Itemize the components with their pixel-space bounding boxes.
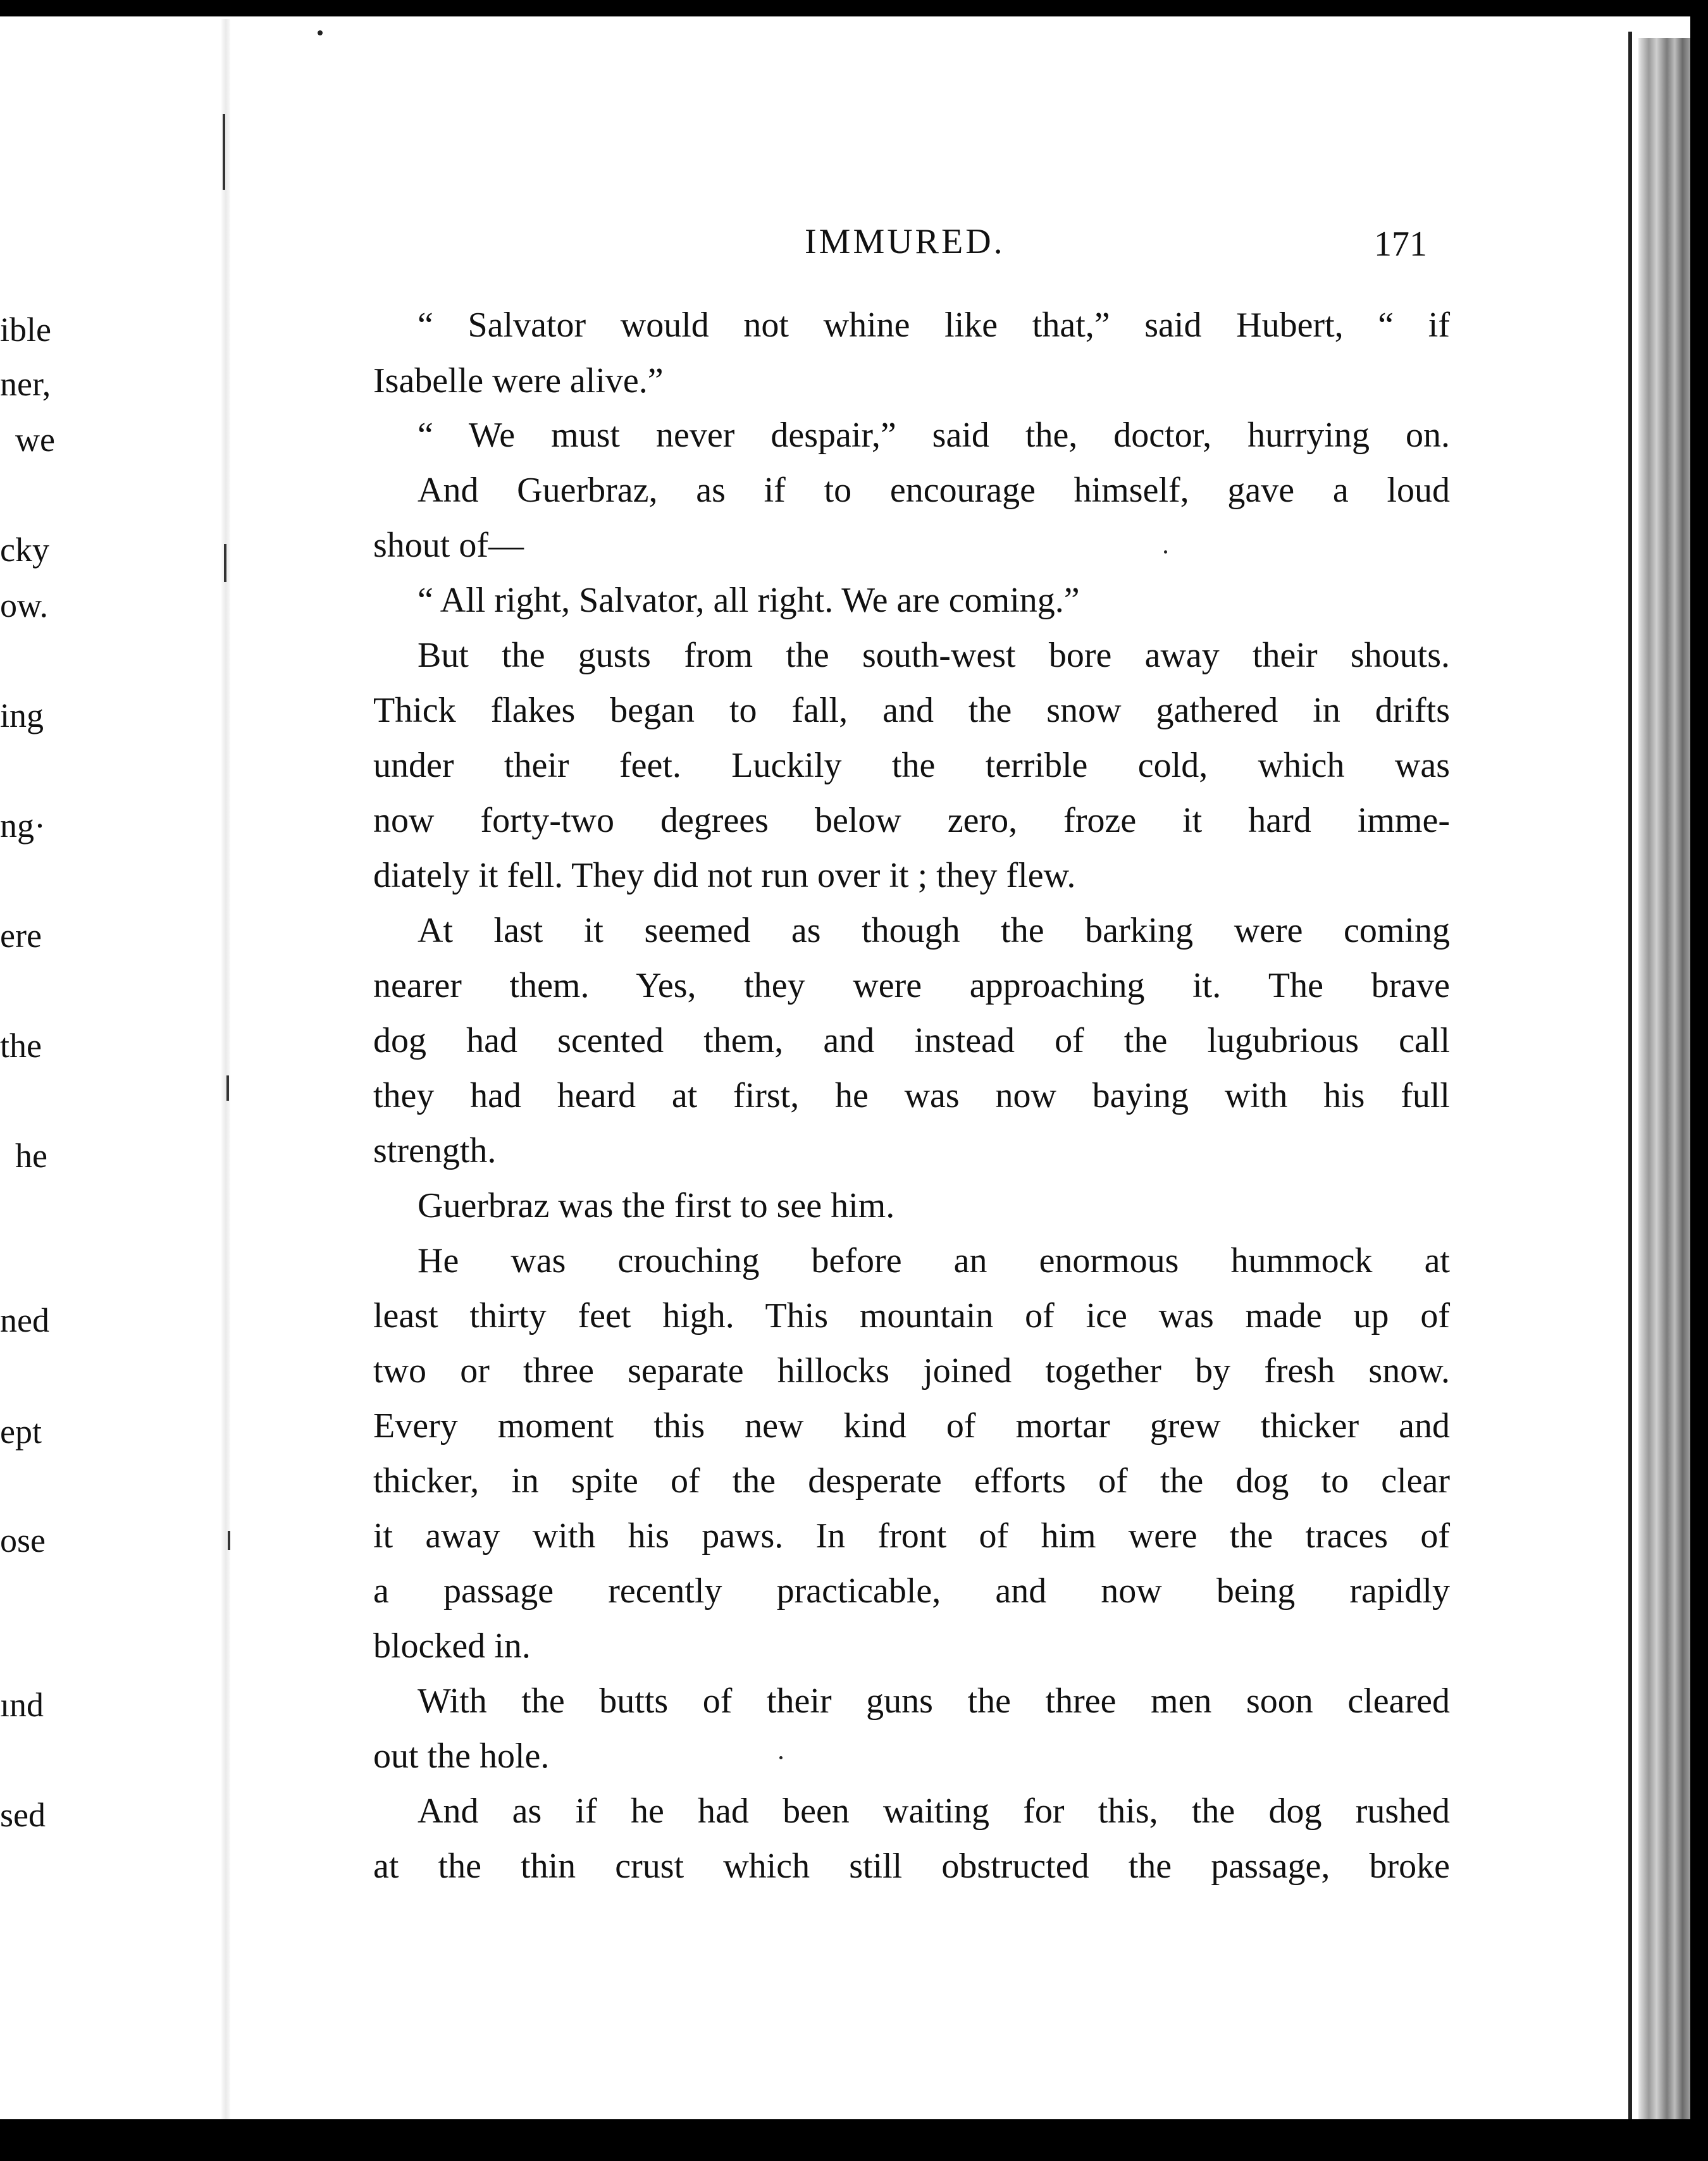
left-page-fragment: ned [0, 1301, 49, 1339]
text-line: under their feet. Luckily the terrible cold, which was [373, 746, 1450, 785]
text-line: least thirty feet high. This mountain of ice was made up of [373, 1296, 1450, 1335]
text-line: it away with his paws. In front of him were the traces of [373, 1516, 1450, 1556]
text-line: Isabelle were alive.” [373, 361, 664, 400]
text-line: strength. [373, 1131, 497, 1170]
text-line: He was crouching before an enormous hummock at [418, 1241, 1450, 1280]
gutter-mark [224, 544, 226, 582]
text-line: dog had scented them, and instead of the lugubrious call [373, 1021, 1450, 1060]
speck [318, 30, 323, 35]
text-line: diately it fell. They did not run over it ; they flew. [373, 856, 1076, 895]
text-line: shout of— [373, 526, 524, 565]
text-line: they had heard at first, he was now baying with his full [373, 1076, 1450, 1115]
left-page-fragment: he [15, 1137, 47, 1175]
book-gutter [221, 19, 230, 2119]
text-line: blocked in. [373, 1626, 531, 1666]
left-page-fragment: sed [0, 1796, 46, 1834]
text-line: out the hole. [373, 1737, 550, 1776]
running-title: IMMURED. [805, 222, 1005, 261]
left-page-fragment: ept [0, 1413, 42, 1451]
left-page-fragment: we [15, 421, 55, 459]
gutter-mark [226, 1075, 229, 1101]
left-page-fragment: cky [0, 531, 49, 569]
gutter-mark [228, 1531, 230, 1550]
text-line: now forty-two degrees below zero, froze it hard imme- [373, 801, 1450, 840]
left-page-fragment: ere [0, 917, 42, 955]
page-number: 171 [1374, 225, 1427, 264]
text-line: But the gusts from the south-west bore away their shouts. [418, 636, 1450, 675]
text-line: Thick flakes began to fall, and the snow gathered in drifts [373, 691, 1450, 730]
text-line: Every moment this new kind of mortar grew thicker and [373, 1406, 1450, 1446]
text-line: nearer them. Yes, they were approaching it. The brave [373, 966, 1450, 1005]
text-line: “ All right, Salvator, all right. We are coming.” [418, 581, 1080, 620]
text-line: With the butts of their guns the three men soon cleared [418, 1681, 1450, 1721]
text-line: At last it seemed as though the barking were coming [418, 911, 1450, 950]
left-page-fragment: ing [0, 697, 44, 734]
text-line: “ We must never despair,” said the, doctor, hurrying on. [418, 416, 1450, 455]
text-line: thicker, in spite of the desperate efforts of the dog to clear [373, 1461, 1450, 1501]
book-page-edges [1638, 38, 1690, 2119]
left-page-fragment: the [0, 1027, 42, 1065]
text-line: two or three separate hillocks joined together by fresh snow. [373, 1351, 1450, 1390]
text-line: Guerbraz was the first to see him. [418, 1186, 895, 1225]
gutter-mark [223, 114, 225, 190]
left-page-fragment: ose [0, 1521, 46, 1559]
left-page-fragment: ible [0, 311, 51, 349]
left-page-fragment: ow. [0, 586, 48, 624]
scan-border-bottom [0, 2119, 1708, 2161]
left-page-fragment: ınd [0, 1686, 44, 1724]
text-line: And Guerbraz, as if to encourage himself, gave a loud [418, 471, 1450, 510]
left-page-fragment: ng· [0, 807, 46, 845]
scan-border-top [0, 0, 1708, 16]
text-line: “ Salvator would not whine like that,” said Hubert, “ if [418, 306, 1450, 345]
text-line: And as if he had been waiting for this, the dog rushed [418, 1792, 1450, 1831]
scan-border-right [1690, 0, 1708, 2161]
left-page-fragment: ner, [0, 365, 51, 403]
text-line: a passage recently practicable, and now being rapidly [373, 1571, 1450, 1611]
text-line: at the thin crust which still obstructed the passage, broke [373, 1847, 1450, 1886]
book-edge-line [1628, 32, 1632, 2119]
